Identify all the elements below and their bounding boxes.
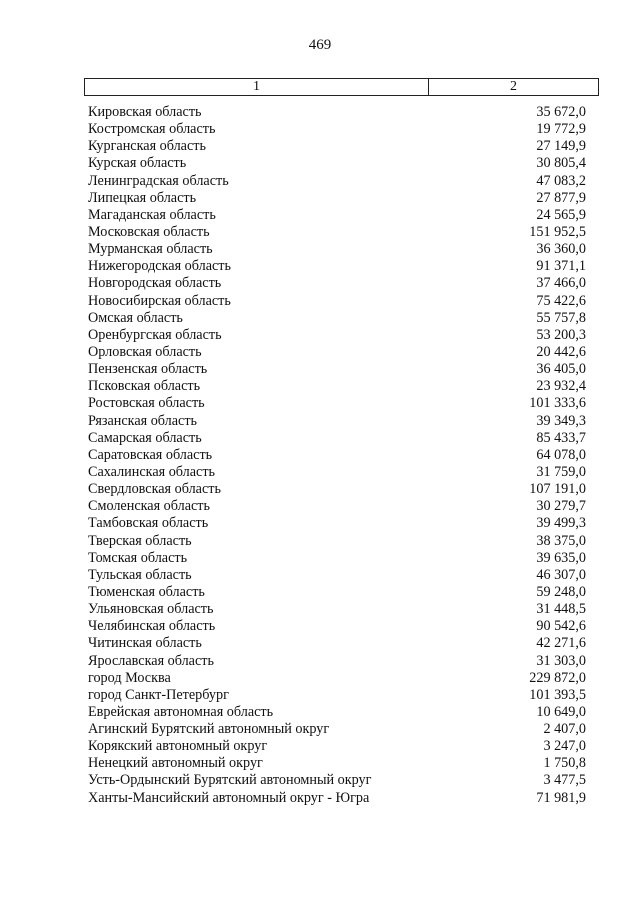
region-value: 39 635,0	[536, 549, 586, 566]
table-row	[88, 155, 586, 172]
region-value: 31 303,0	[536, 652, 586, 669]
region-name: Еврейская автономная область	[88, 703, 274, 720]
region-value: 31 759,0	[536, 463, 586, 480]
region-name: Сахалинская область	[88, 463, 216, 480]
region-name: Корякский автономный округ	[88, 738, 268, 755]
region-value: 64 078,0	[536, 446, 586, 463]
table-row	[88, 104, 586, 121]
region-name: Тамбовская область	[88, 515, 209, 532]
column-header-1: 1	[85, 79, 429, 95]
region-name: Усть-Ордынский Бурятский автономный округ	[88, 772, 372, 789]
region-name: Ярославская область	[88, 652, 214, 669]
region-value: 101 333,6	[529, 395, 586, 412]
region-name: Кировская область	[88, 104, 202, 120]
region-name: Челябинская область	[88, 618, 216, 635]
region-name: Ульяновская область	[88, 601, 214, 618]
region-name: Курганская область	[88, 138, 206, 155]
region-value: 36 405,0	[536, 361, 586, 378]
region-name: Мурманская область	[88, 241, 213, 258]
region-value: 20 442,6	[536, 343, 586, 360]
table-row	[88, 121, 586, 138]
region-name: Омская область	[88, 309, 183, 326]
region-value: 91 371,1	[536, 258, 586, 275]
region-name: Ненецкий автономный округ	[88, 755, 263, 772]
region-name: Костромская область	[88, 121, 216, 138]
table-row	[88, 327, 586, 344]
region-list	[88, 104, 586, 807]
region-value: 24 565,9	[536, 206, 586, 223]
region-value: 2 407,0	[543, 721, 586, 738]
table-row	[88, 738, 586, 755]
region-name: Саратовская область	[88, 446, 213, 463]
region-value: 47 083,2	[536, 172, 586, 189]
table-header	[84, 78, 599, 96]
region-name: Агинский Бурятский автономный округ	[88, 721, 330, 738]
region-value: 19 772,9	[536, 121, 586, 138]
region-value: 3 477,5	[543, 772, 586, 789]
region-name: Псковская область	[88, 378, 201, 395]
region-value: 42 271,6	[536, 635, 586, 652]
region-name: Московская область	[88, 223, 210, 240]
region-name: Томская область	[88, 549, 188, 566]
table-row	[88, 378, 586, 395]
region-name: Орловская область	[88, 343, 202, 360]
region-name: Новосибирская область	[88, 292, 231, 309]
table-row	[88, 687, 586, 704]
region-value: 101 393,5	[529, 686, 586, 703]
region-value: 27 877,9	[536, 189, 586, 206]
table-row	[88, 498, 586, 515]
region-value: 39 499,3	[536, 515, 586, 532]
region-name: Магаданская область	[88, 206, 216, 223]
table-row	[88, 670, 586, 687]
table-row	[88, 515, 586, 532]
table-row	[88, 395, 586, 412]
region-value: 23 932,4	[536, 378, 586, 395]
table-row	[88, 241, 586, 258]
table-row	[88, 533, 586, 550]
table-row	[88, 344, 586, 361]
region-value: 1 750,8	[543, 755, 586, 772]
table-row	[88, 481, 586, 498]
table-row	[88, 310, 586, 327]
region-name: Пензенская область	[88, 361, 208, 378]
region-value: 31 448,5	[536, 601, 586, 618]
region-name: Ростовская область	[88, 395, 205, 412]
region-value: 55 757,8	[536, 309, 586, 326]
table-row	[88, 755, 586, 772]
table-row	[88, 618, 586, 635]
region-name: Ханты-Мансийский автономный округ - Югра	[88, 789, 370, 806]
region-name: Оренбургская область	[88, 326, 222, 343]
table-row	[88, 173, 586, 190]
table-row	[88, 567, 586, 584]
table-row	[88, 361, 586, 378]
table-row	[88, 704, 586, 721]
region-value: 46 307,0	[536, 566, 586, 583]
table-row	[88, 447, 586, 464]
region-value: 71 981,9	[536, 789, 586, 806]
table-row	[88, 635, 586, 652]
region-name: Свердловская область	[88, 481, 221, 498]
table-row	[88, 772, 586, 789]
table-row	[88, 224, 586, 241]
table-row	[88, 464, 586, 481]
region-value: 10 649,0	[536, 703, 586, 720]
table-row	[88, 653, 586, 670]
table-row	[88, 258, 586, 275]
column-header-2: 2	[510, 79, 517, 94]
table-row	[88, 721, 586, 738]
region-name: Читинская область	[88, 635, 202, 652]
region-name: Липецкая область	[88, 189, 197, 206]
region-name: город Санкт-Петербург	[88, 686, 229, 703]
page-number: 469	[308, 37, 332, 53]
region-value: 151 952,5	[529, 223, 586, 240]
table-row	[88, 601, 586, 618]
region-value: 229 872,0	[529, 669, 586, 686]
region-value: 35 672,0	[536, 104, 586, 120]
table-row	[88, 430, 586, 447]
region-value: 53 200,3	[536, 326, 586, 343]
region-name: Тюменская область	[88, 583, 205, 600]
region-value: 30 279,7	[536, 498, 586, 515]
region-value: 30 805,4	[536, 155, 586, 172]
table-row	[88, 790, 586, 807]
region-value: 85 433,7	[536, 429, 586, 446]
region-value: 38 375,0	[536, 532, 586, 549]
region-name: Тверская область	[88, 532, 192, 549]
table-row	[88, 584, 586, 601]
region-value: 59 248,0	[536, 583, 586, 600]
table-row	[88, 275, 586, 292]
region-value: 36 360,0	[536, 241, 586, 258]
table-row	[88, 190, 586, 207]
region-value: 107 191,0	[529, 481, 586, 498]
region-name: Нижегородская область	[88, 258, 231, 275]
region-name: Смоленская область	[88, 498, 210, 515]
region-name: Самарская область	[88, 429, 202, 446]
region-name: Тульская область	[88, 566, 192, 583]
region-value: 39 349,3	[536, 412, 586, 429]
table-row	[88, 413, 586, 430]
table-row	[88, 138, 586, 155]
table-row	[88, 550, 586, 567]
table-row	[88, 207, 586, 224]
region-name: Ленинградская область	[88, 172, 229, 189]
table-row	[88, 293, 586, 310]
region-value: 37 466,0	[536, 275, 586, 292]
region-name: Новгородская область	[88, 275, 222, 292]
region-value: 27 149,9	[536, 138, 586, 155]
region-value: 75 422,6	[536, 292, 586, 309]
region-name: Курская область	[88, 155, 187, 172]
region-value: 3 247,0	[543, 738, 586, 755]
region-name: Рязанская область	[88, 412, 198, 429]
region-value: 90 542,6	[536, 618, 586, 635]
region-name: город Москва	[88, 669, 171, 686]
